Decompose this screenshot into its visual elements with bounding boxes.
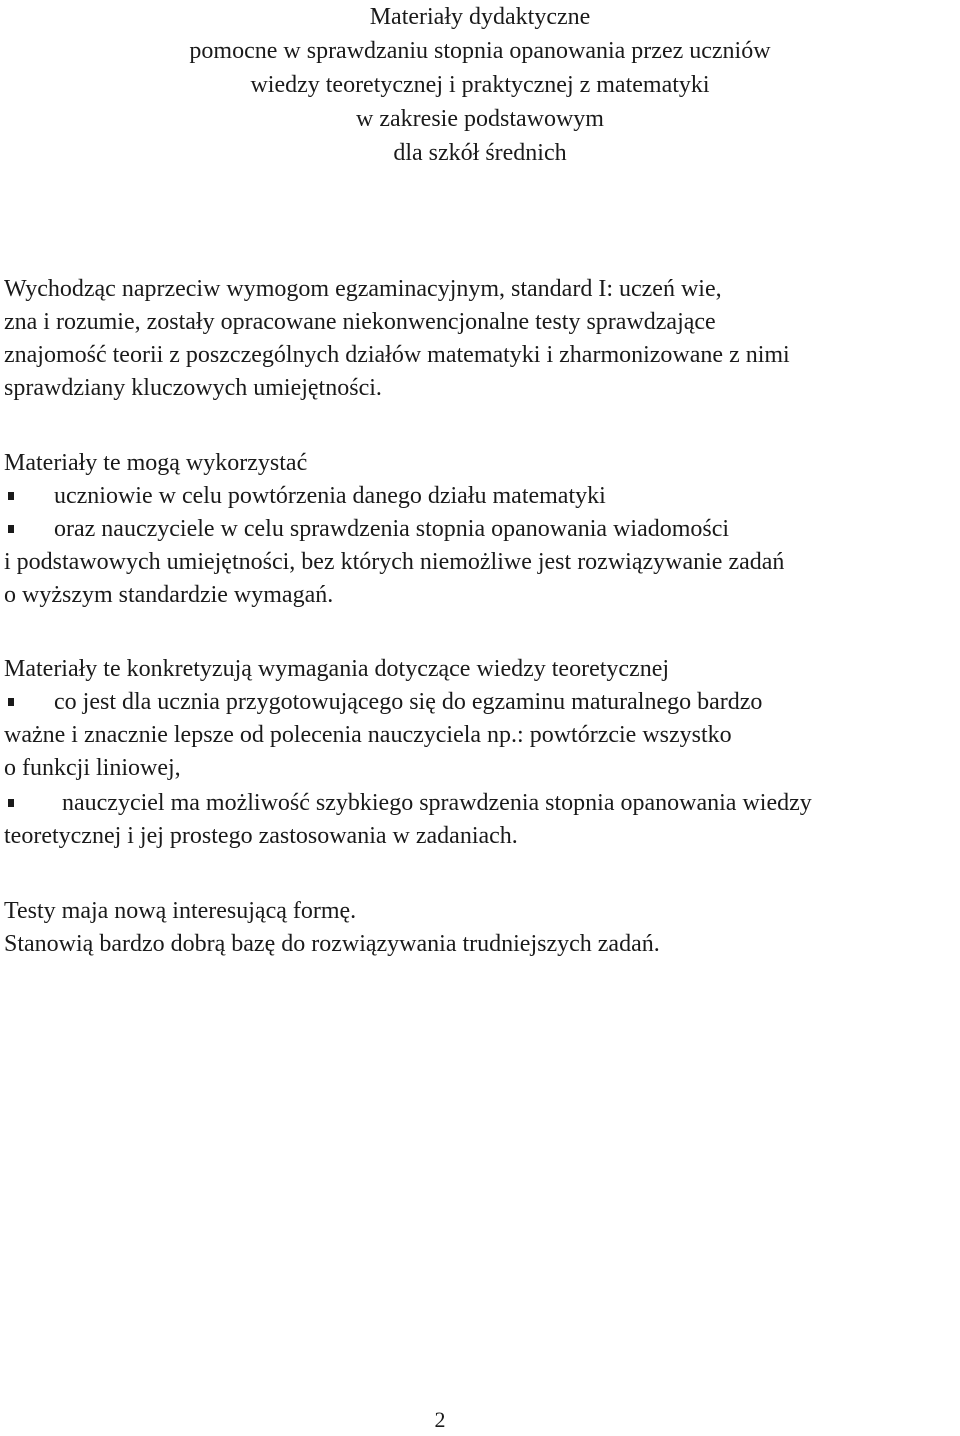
usage-paragraph [4,447,960,612]
title-line-5: dla szkół średnich [393,140,567,166]
specifics-continuation-line: teoretycznej i jej prostego zastosowania w zadaniach. [4,823,518,849]
specifics-lead: Materiały te konkretyzują wymagania dotyczące wiedzy teoretycznej [4,656,670,682]
list-item-text: co jest dla ucznia przygotowującego się do egzaminu maturalnego bardzo [54,689,763,715]
closing-paragraph [4,895,960,961]
list-item-text: uczniowie w celu powtórzenia danego działu matematyki [54,483,606,509]
intro-line: Wychodząc naprzeciw wymogom egzaminacyjnym, standard I: uczeń wie, [4,276,722,302]
intro-line: sprawdziany kluczowych umiejętności. [4,375,382,401]
intro-line: znajomość teorii z poszczególnych działów matematyki i zharmonizowane z nimi [4,342,790,368]
list-item [4,480,960,513]
page-number: 2 [434,1407,446,1432]
square-bullet-icon [8,525,14,533]
usage-continuation-line: o wyższym standardzie wymagań. [4,582,334,608]
specifics-continuation-line: ważne i znacznie lepsze od polecenia nauczyciela np.: powtórzcie wszystko [4,722,732,748]
specifics-paragraph [4,653,960,853]
list-item [4,787,960,820]
usage-lead: Materiały te mogą wykorzystać [4,450,308,476]
title-line-4: w zakresie podstawowym [356,106,604,132]
document-title [0,0,960,170]
closing-line: Testy maja nową interesującą formę. [4,898,357,924]
intro-line: zna i rozumie, zostały opracowane niekonwencjonalne testy sprawdzające [4,309,716,335]
usage-continuation-line: i podstawowych umiejętności, bez których niemożliwe jest rozwiązywanie zadań [4,549,785,575]
square-bullet-icon [8,698,14,706]
title-line-2: pomocne w sprawdzaniu stopnia opanowania przez uczniów [189,38,771,64]
specifics-continuation-line: o funkcji liniowej, [4,755,181,781]
closing-line: Stanowią bardzo dobrą bazę do rozwiązywania trudniejszych zadań. [4,931,660,957]
title-line-1: Materiały dydaktyczne [369,4,591,30]
square-bullet-icon [8,799,14,807]
list-item [4,686,960,719]
list-item [4,513,960,546]
list-item-text: oraz nauczyciele w celu sprawdzenia stopnia opanowania wiadomości [54,516,730,542]
square-bullet-icon [8,492,14,500]
intro-paragraph [4,273,960,405]
list-item-text: nauczyciel ma możliwość szybkiego sprawdzenia stopnia opanowania wiedzy [62,790,812,816]
title-line-3: wiedzy teoretycznej i praktycznej z matematyki [250,72,710,98]
